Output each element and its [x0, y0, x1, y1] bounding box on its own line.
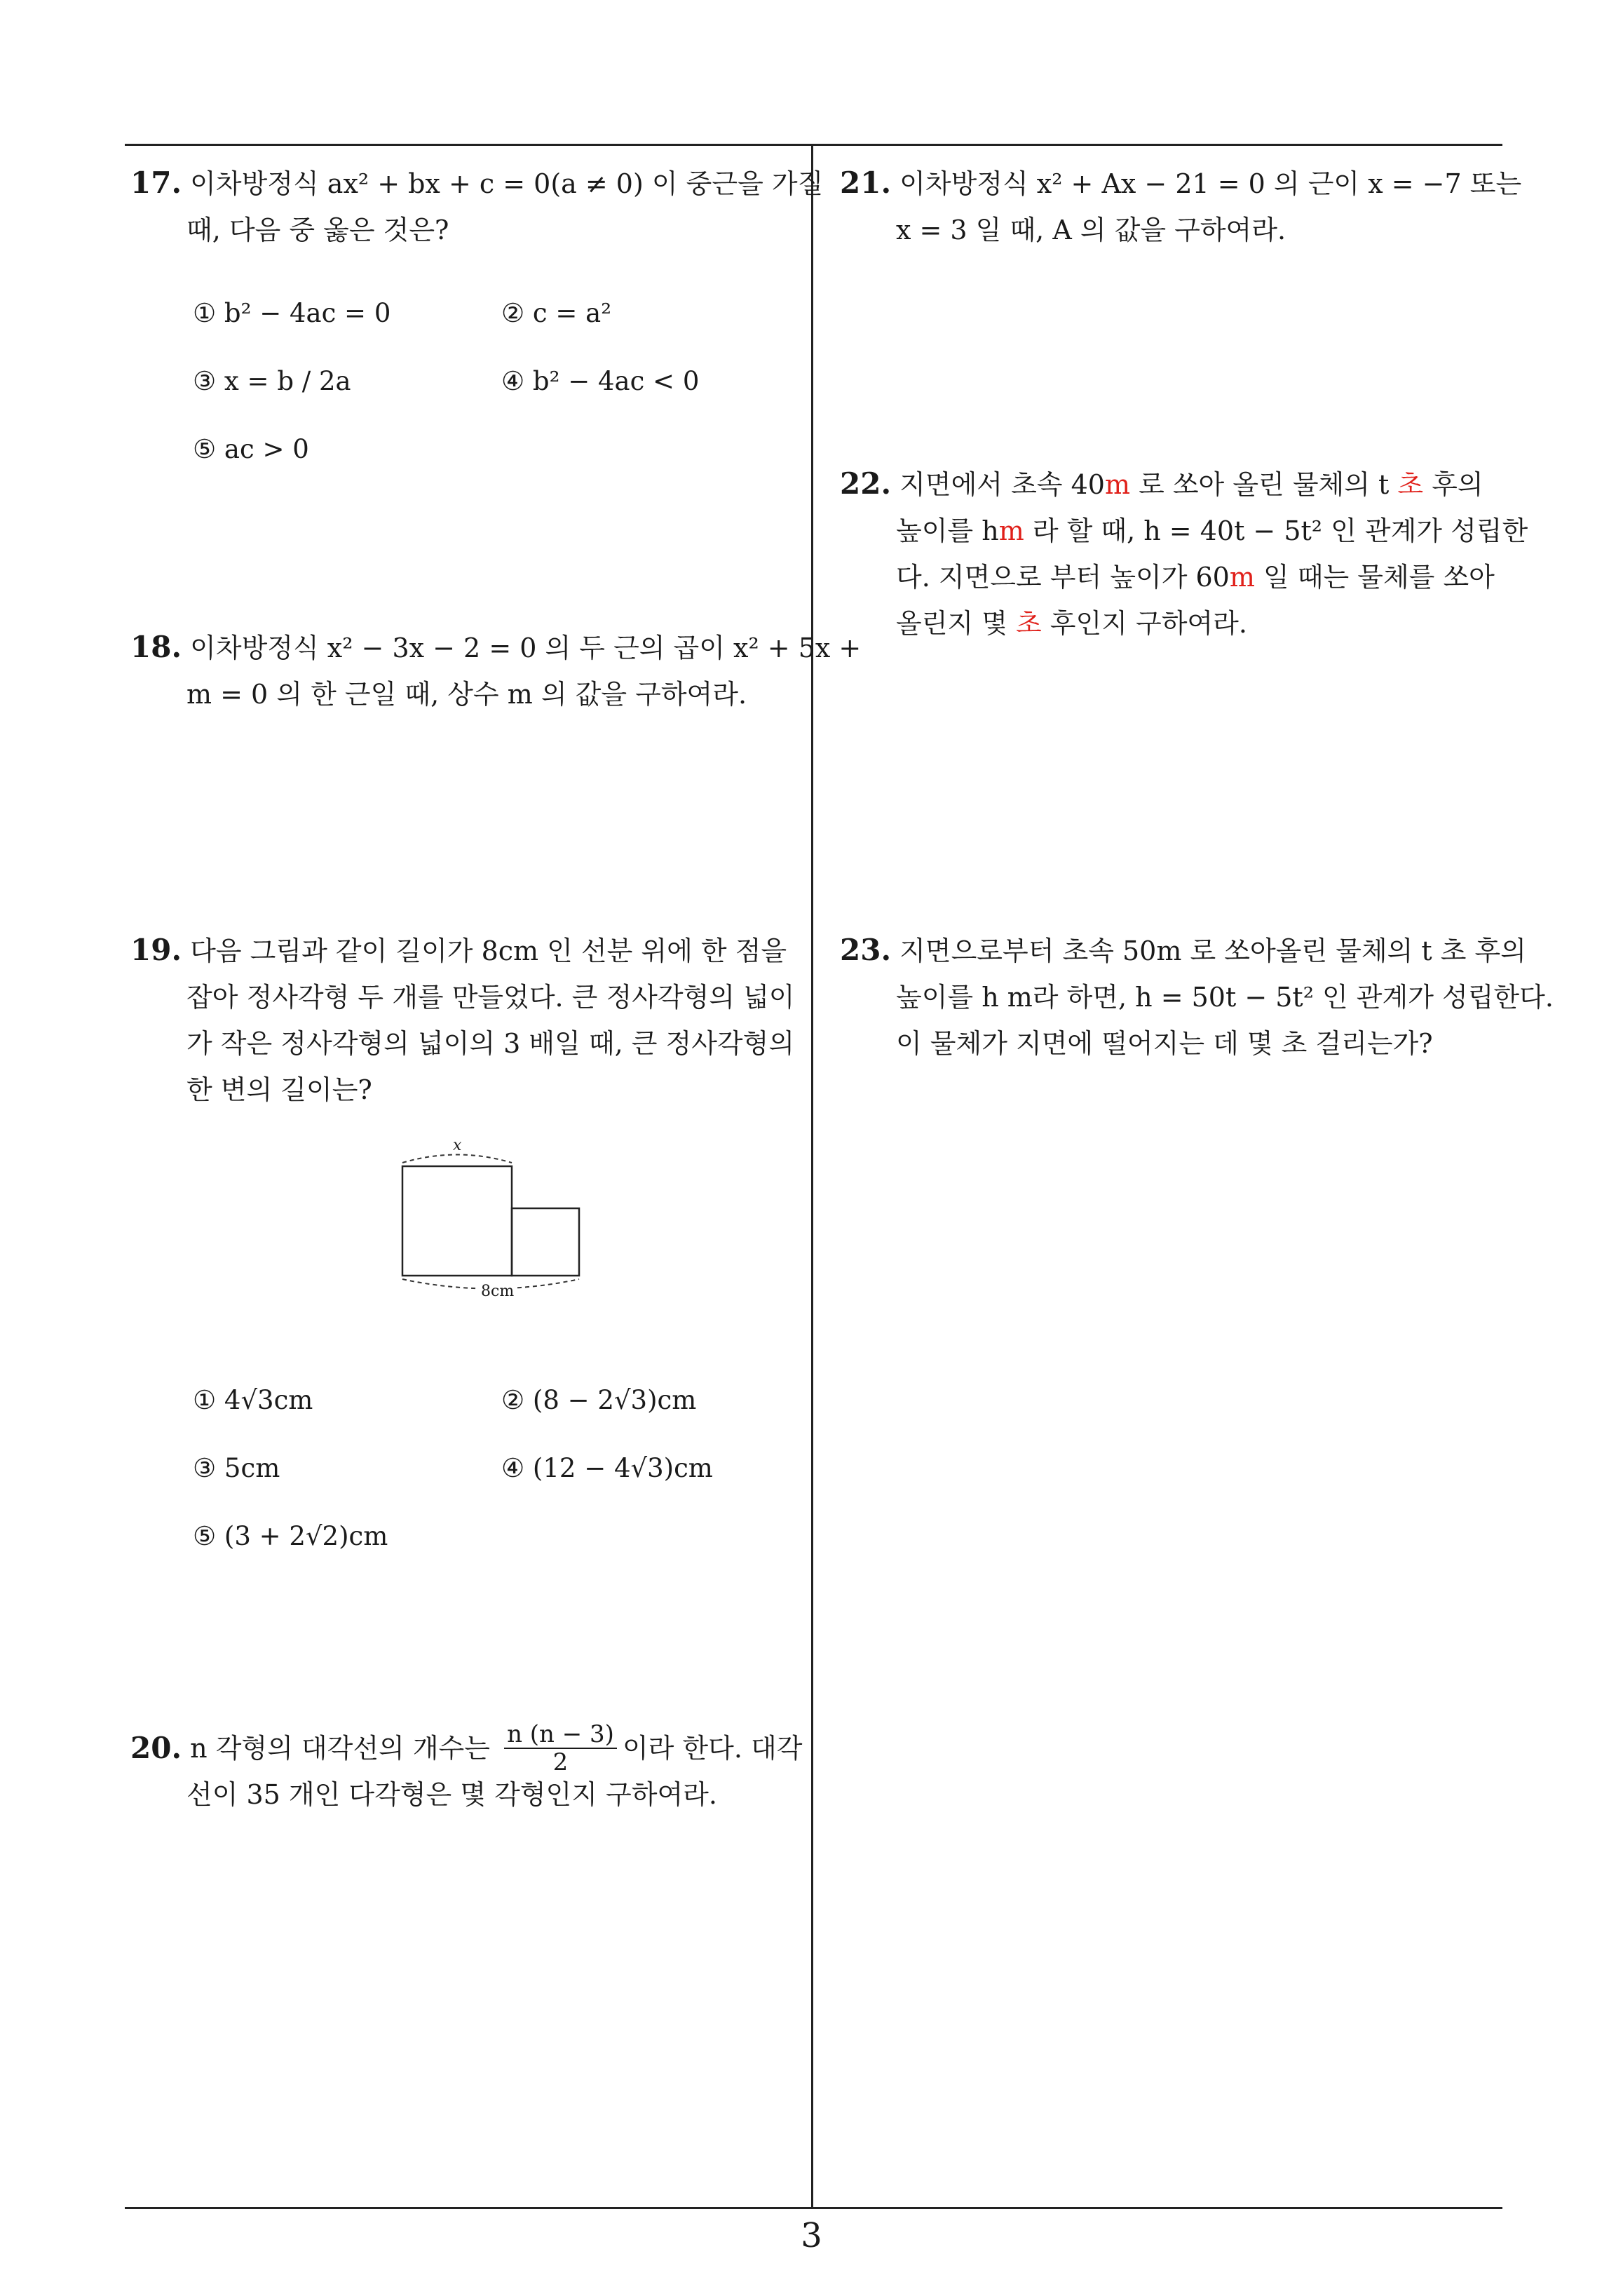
question-text: 후인지 구하여라. [1041, 608, 1247, 639]
question-text: 높이를 h m라 하면, h = 50t − 5t² 인 관계가 성립한다. [896, 982, 1554, 1013]
question-text: 높이를 h [896, 515, 999, 546]
question-number: 22. [840, 466, 892, 501]
question-number: 17. [130, 166, 182, 200]
fraction [504, 1721, 617, 1776]
question-text: 올린지 몇 [896, 608, 1016, 639]
question-text: 이라 한다. 대각 [622, 1733, 803, 1764]
page-number: 3 [801, 2216, 822, 2255]
length-label-8cm: 8cm [478, 1283, 517, 1300]
question-text: n 각형의 대각선의 개수는 [190, 1733, 490, 1764]
question-22 [840, 461, 1528, 647]
question-text: 선이 35 개인 다각형은 몇 각형인지 구하여라. [186, 1779, 717, 1810]
unit-second: 초 [1397, 469, 1424, 500]
question-text: 잡아 정사각형 두 개를 만들었다. 큰 정사각형의 넓이 [186, 982, 795, 1013]
question-number: 21. [840, 166, 892, 200]
question-number: 19. [130, 933, 182, 967]
question-text: 가 작은 정사각형의 넓이의 3 배일 때, 큰 정사각형의 [186, 1028, 795, 1059]
option-4: ④ (12 − 4√3)cm [501, 1453, 713, 1483]
column-divider [811, 145, 813, 2208]
question-text: 일 때는 물체를 쏘아 [1254, 562, 1495, 593]
unit-meter: m [998, 515, 1024, 546]
option-1: ① b² − 4ac = 0 [193, 298, 391, 328]
question-text: 이 물체가 지면에 떨어지는 데 몇 초 걸리는가? [896, 1028, 1433, 1059]
two-squares-figure [393, 1133, 603, 1301]
question-text: 후의 [1423, 469, 1483, 500]
question-text: 이차방정식 x² − 3x − 2 = 0 의 두 근의 곱이 x² + 5x + [190, 633, 862, 663]
question-number: 18. [130, 630, 182, 664]
option-3: ③ x = b / 2a [193, 366, 351, 396]
question-text: 로 쏘아 올린 물체의 t [1129, 469, 1398, 500]
question-20 [130, 1720, 803, 1818]
question-text: 이차방정식 x² + Ax − 21 = 0 의 근이 x = −7 또는 [899, 168, 1522, 199]
option-1: ① 4√3cm [193, 1385, 313, 1415]
unit-meter: m [1104, 469, 1130, 500]
question-text: 다. 지면으로 부터 높이가 60 [896, 562, 1230, 593]
question-text: 지면에서 초속 40 [899, 469, 1105, 500]
option-3: ③ 5cm [193, 1453, 280, 1483]
unit-meter: m [1229, 562, 1255, 593]
option-5: ⑤ ac > 0 [193, 434, 309, 464]
option-2: ② c = a² [501, 298, 612, 328]
unit-second: 초 [1016, 608, 1042, 639]
question-number: 23. [840, 933, 892, 967]
top-rule [125, 144, 1502, 146]
question-text: 라 할 때, h = 40t − 5t² 인 관계가 성립한 [1024, 515, 1528, 546]
question-text: 이차방정식 ax² + bx + c = 0(a ≠ 0) 이 중근을 가질 [190, 168, 824, 199]
option-4: ④ b² − 4ac < 0 [501, 366, 700, 396]
bottom-rule [125, 2207, 1502, 2209]
question-text: 한 변의 길이는? [186, 1074, 372, 1105]
question-text: 때, 다음 중 옳은 것은? [186, 215, 449, 245]
question-number: 20. [130, 1731, 182, 1765]
side-label-x: x [453, 1137, 462, 1154]
option-2: ② (8 − 2√3)cm [501, 1385, 697, 1415]
option-5: ⑤ (3 + 2√2)cm [193, 1521, 388, 1551]
question-21 [840, 160, 1522, 253]
question-19 [130, 927, 803, 1113]
question-17 [130, 160, 824, 253]
fraction-numerator: n (n − 3) [504, 1721, 617, 1749]
question-18 [130, 624, 862, 717]
question-text: 지면으로부터 초속 50m 로 쏘아올린 물체의 t 초 후의 [899, 936, 1526, 966]
question-text: m = 0 의 한 근일 때, 상수 m 의 값을 구하여라. [186, 679, 747, 710]
question-23 [840, 927, 1554, 1067]
fraction-denominator: 2 [552, 1748, 569, 1776]
question-text: x = 3 일 때, A 의 값을 구하여라. [896, 215, 1286, 245]
question-text: 다음 그림과 같이 길이가 8cm 인 선분 위에 한 점을 [190, 936, 787, 966]
